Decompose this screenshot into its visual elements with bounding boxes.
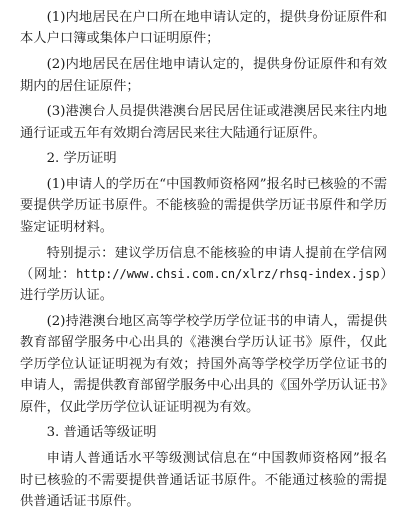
paragraph-mandarin-verification: 申请人普通话水平等级测试信息在“中国教师资格网”报名时已核验的不需要提供普通话证书原件。不能通过核验的需提供普通话证书原件。 xyxy=(20,451,387,509)
paragraph-residence-permit: (2)内地居民在居住地申请认定的，提供身份证原件和有效期内的居住证原件； xyxy=(20,57,387,94)
paragraph-special-notice xyxy=(20,243,387,307)
special-notice-tail: ）进行学历认证。 xyxy=(20,266,387,304)
paragraph-household-registration: (1)内地居民在户口所在地申请认定的，提供身份证原件和本人户口簿或集体户口证明原件； xyxy=(20,10,387,47)
section-heading-education: 2. 学历证明 xyxy=(46,151,117,167)
paragraph-foreign-degree: (2)持港澳台地区高等学校学历学位证书的申请人，需提供教育部留学服务中心出具的《港澳台学历认证书》原件，仅此学历学位认证证明视为有效；持国外高等学校学历学位证书的申请人，需提供教育部留学服务中心出具的《国外学历认证书》原件，仅此学历学位认证证明视为有效。 xyxy=(20,314,387,415)
special-notice-text: 特别提示：建议学历信息不能核验的申请人提前在学信网（网址： xyxy=(20,245,387,282)
paragraph-education-verification: (1)申请人的学历在“中国教师资格网”报名时已核验的不需要提供学历证书原件。不能核验的需提供学历证书原件和学历鉴定证明材料。 xyxy=(20,177,387,235)
paragraph-hk-macao-taiwan: (3)港澳台人员提供港澳台居民居住证或港澳居民来往内地通行证或五年有效期台湾居民来往大陆通行证原件。 xyxy=(20,104,387,141)
section-heading-mandarin: 3. 普通话等级证明 xyxy=(46,425,157,441)
chsi-url-link[interactable]: http://www.chsi.com.cn/xlrz/rhsq-index.jsp xyxy=(76,266,380,281)
